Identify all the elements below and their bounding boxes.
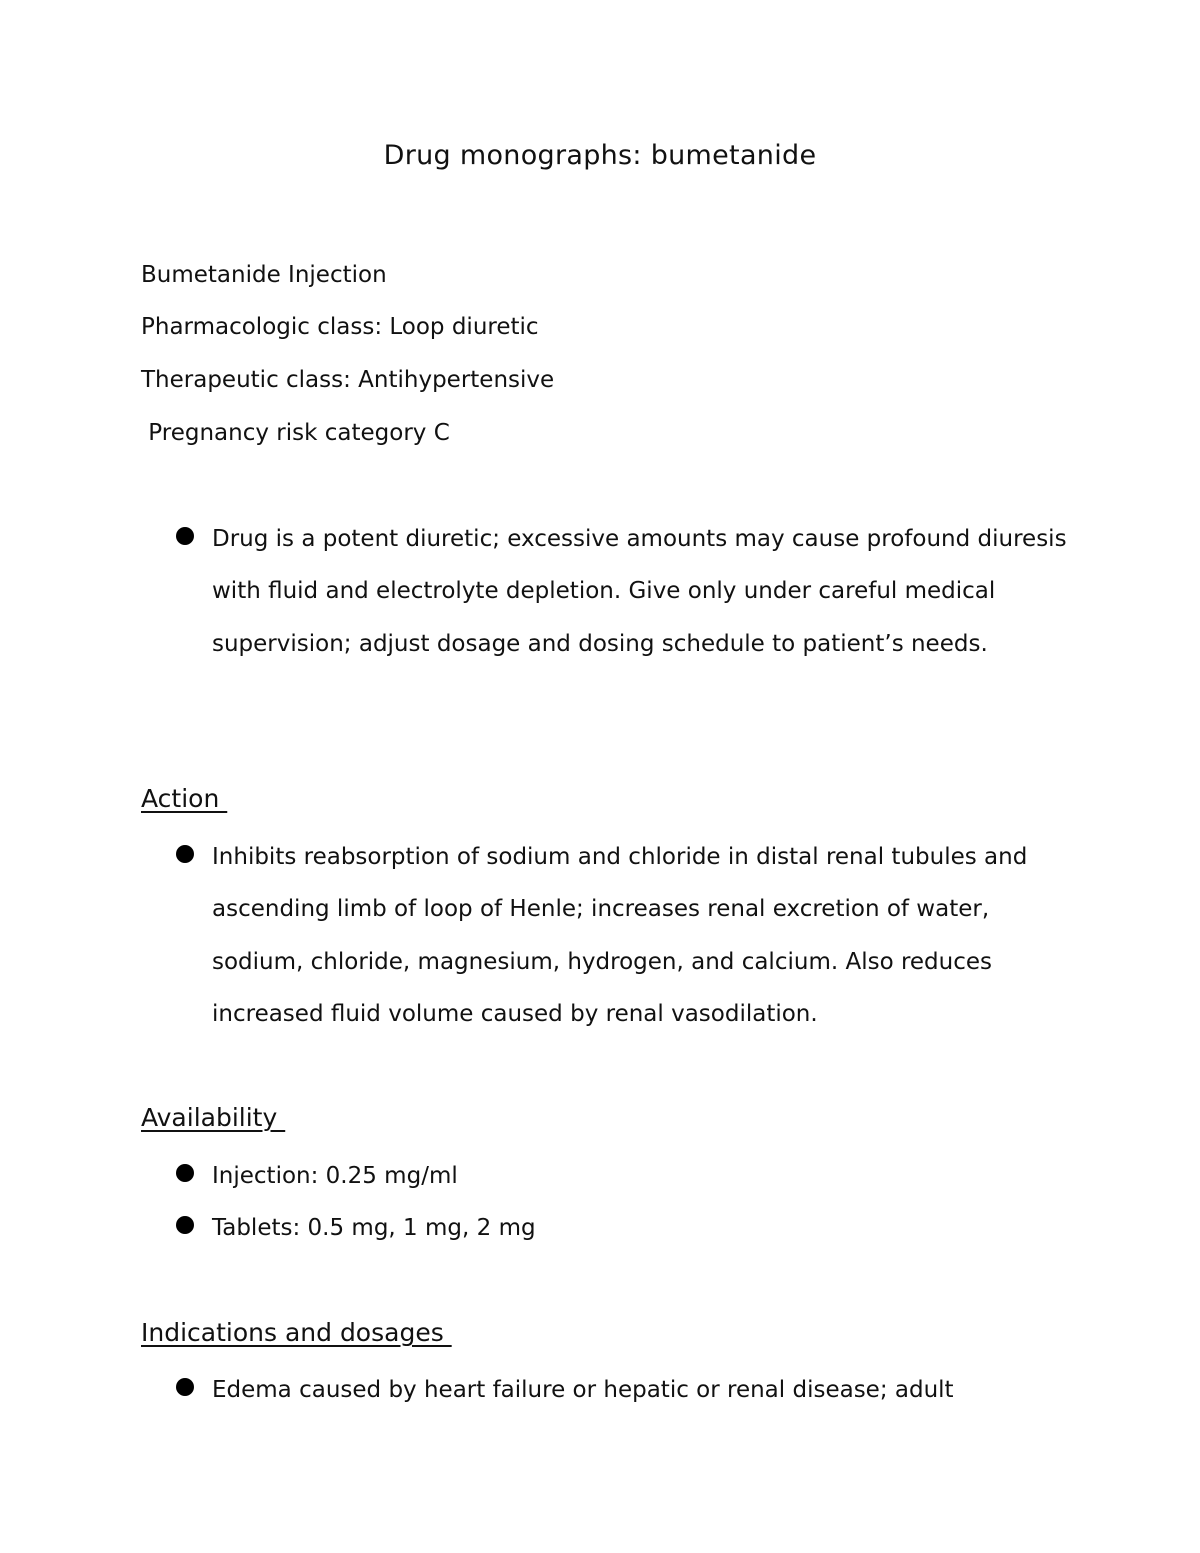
- drug-name-line: Bumetanide Injection: [141, 262, 387, 288]
- availability-bullet-text: Injection: 0.25 mg/ml: [212, 1163, 458, 1189]
- indications-bullet-text: Edema caused by heart failure or hepatic or renal disease; adult: [212, 1377, 954, 1403]
- bullet-icon: [176, 1378, 194, 1396]
- bullet-icon: [176, 527, 194, 545]
- action-bullet-text: Inhibits reabsorption of sodium and chloride in distal renal tubules and ascending limb of loop of Henle; increases renal excretion of water, sodium, chloride, magnesium, hydrogen, and calcium. Also reduces increased fluid volume caused by renal vasodilation.: [212, 844, 1028, 1027]
- warning-bullet-text: Drug is a potent diuretic; excessive amounts may cause profound diuresis with fluid and electrolyte depletion. Give only under careful medical supervision; adjust dosage and dosing schedule to patient’s needs.: [212, 526, 1067, 657]
- section-heading-availability: Availability: [141, 1103, 286, 1132]
- availability-bullet-text: Tablets: 0.5 mg, 1 mg, 2 mg: [212, 1215, 536, 1241]
- page-title: Drug monographs: bumetanide: [383, 140, 817, 171]
- bullet-icon: [176, 1164, 194, 1182]
- section-heading-indications: Indications and dosages: [141, 1318, 452, 1347]
- section-heading-action: Action: [141, 784, 228, 813]
- pregnancy-category-line: Pregnancy risk category C: [141, 420, 450, 446]
- pharmacologic-class-line: Pharmacologic class: Loop diuretic: [141, 314, 539, 340]
- therapeutic-class-line: Therapeutic class: Antihypertensive: [141, 367, 555, 393]
- bullet-icon: [176, 845, 194, 863]
- bullet-icon: [176, 1216, 194, 1234]
